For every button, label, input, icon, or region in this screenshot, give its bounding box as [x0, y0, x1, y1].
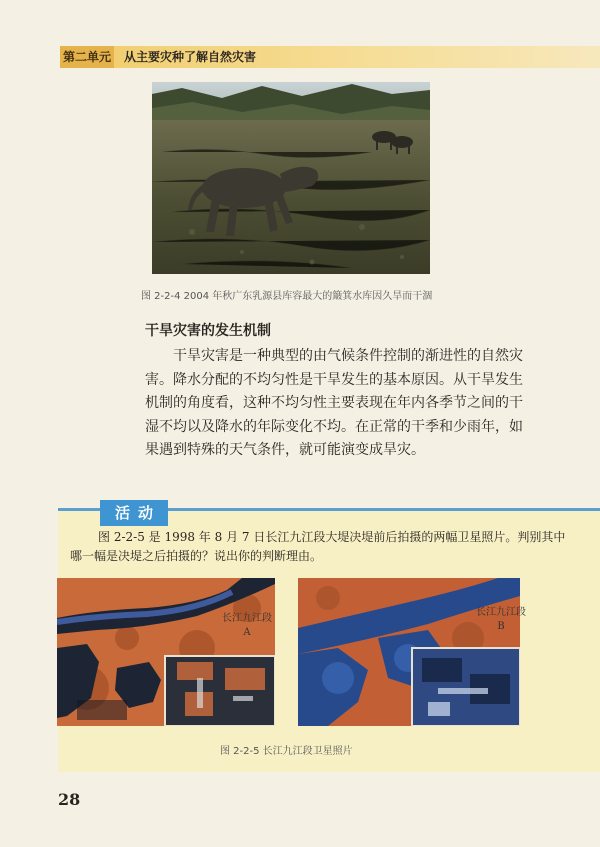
satellite-a-label-name: 长江九江段 [222, 613, 272, 624]
satellite-image-a [57, 578, 275, 726]
section-heading: 干旱灾害的发生机制 [145, 323, 271, 339]
figure-caption-2-2-4: 图 2-2-4 2004 年秋广东乳源县库容最大的簸箕水库因久旱而干涸 [141, 291, 433, 302]
unit-label: 第二单元 [60, 46, 114, 68]
figure-caption-2-2-5: 图 2-2-5 长江九江段卫星照片 [220, 746, 353, 757]
satellite-b-label-name: 长江九江段 [476, 607, 526, 618]
dried-reservoir-photo [152, 82, 430, 274]
body-paragraph: 干旱灾害是一种典型的由气候条件控制的渐进性的自然灾害。降水分配的不均匀性是干旱发生的基本原因。从干旱发生机制的角度看，这种不均匀性主要表现在年内各季节之间的干湿不均以及降水的年际变化不均。在正常的干季和少雨年，如果遇到特殊的天气条件，就可能演变成旱灾。 [145, 348, 523, 458]
page-number: 28 [58, 790, 81, 809]
satellite-image-b [298, 578, 520, 726]
satellite-a-label-letter: A [243, 627, 251, 638]
satellite-a-label [222, 612, 272, 640]
chapter-header [60, 46, 600, 68]
activity-badge: 活动 [100, 500, 168, 526]
satellite-b-label-letter: B [497, 621, 505, 632]
unit-title: 从主要灾种了解自然灾害 [124, 50, 257, 64]
satellite-b-label [476, 606, 526, 634]
activity-question: 图 2-2-5 是 1998 年 8 月 7 日长江九江段大堤决堤前后拍摄的两幅卫星照片。判别其中哪一幅是决堤之后拍摄的？说出你的判断理由。 [70, 530, 566, 563]
